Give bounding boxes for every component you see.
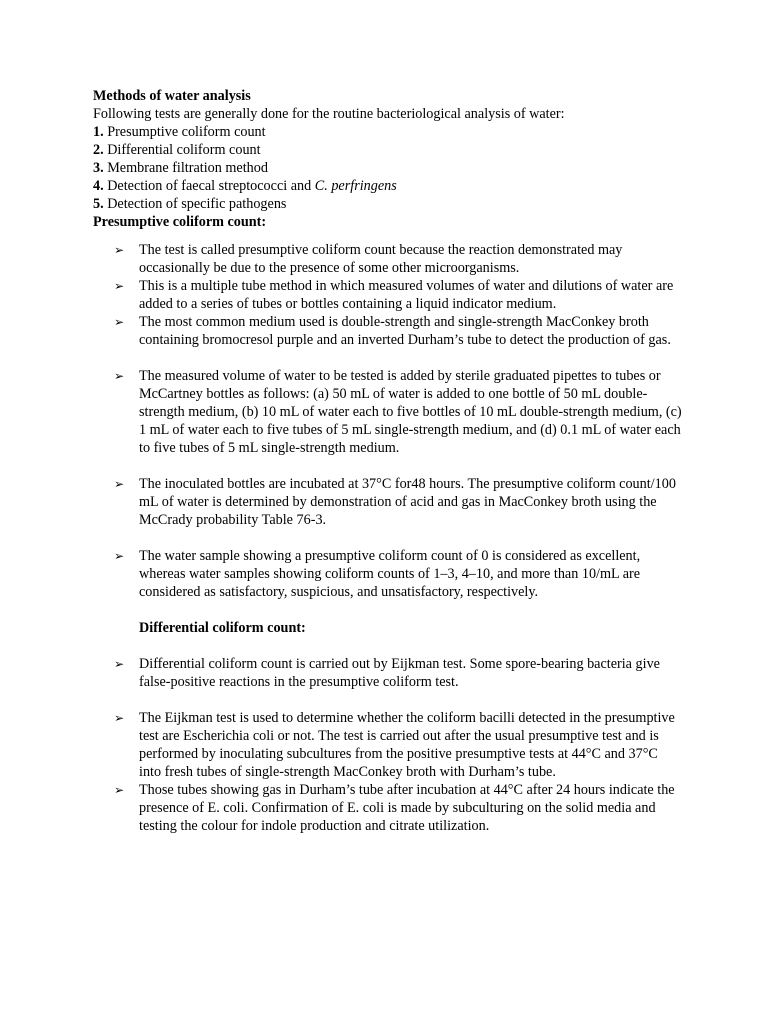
document-page — [93, 87, 683, 835]
intro-text: Following tests are generally done for the routine bacteriological analysis of water: — [93, 106, 565, 122]
bullet-text: The inoculated bottles are incubated at 37°C for48 hours. The presumptive coliform count/100 mL of water is determined by demonstration of acid and gas in MacConkey broth using the McCrady probability Table 76-3. — [139, 476, 676, 528]
test-number: 2. — [93, 142, 104, 158]
list-item — [93, 709, 683, 781]
bullet-text: Those tubes showing gas in Durham’s tube after incubation at 44°C after 24 hours indicate the presence of E. coli. Confirmation of E. coli is made by subculturing on the solid media and testing the colour for indole production and citrate utilization. — [139, 782, 675, 834]
bullet-text: This is a multiple tube method in which measured volumes of water and dilutions of water are added to a series of tubes or bottles containing a liquid indicator medium. — [139, 278, 674, 312]
arrow-bullet-icon: ➢ — [114, 315, 125, 329]
list-item — [93, 781, 683, 835]
list-item — [93, 475, 683, 529]
section-heading-differential: Differential coliform count: — [139, 620, 306, 636]
test-number: 4. — [93, 178, 104, 194]
list-item — [93, 313, 683, 349]
bullet-text: The measured volume of water to be tested is added by sterile graduated pipettes to tubes or McCartney bottles as follows: (a) 50 mL of water is added to one bottle of 50 mL double-strength medium, (b) 10 mL of water each to five bottles of 10 mL double-strength medium, (c) 1 mL of water each to five tubes of 5 mL single-strength medium, and (d) 0.1 mL of water each to five tubes of 5 mL single-strength medium. — [139, 368, 682, 456]
test-item — [93, 141, 683, 159]
list-item — [93, 547, 683, 601]
test-item — [93, 177, 683, 195]
list-item — [93, 655, 683, 691]
bullet-text: Differential coliform count is carried out by Eijkman test. Some spore-bearing bacteria give false-positive reactions in the presumptive coliform test. — [139, 656, 660, 690]
bullet-text: The Eijkman test is used to determine whether the coliform bacilli detected in the presumptive test are Escherichia coli or not. The test is carried out after the usual presumptive test and is performed by inoculating subcultures from the positive presumptive tests at 44°C and 37°C into fresh tubes of single-strength MacConkey broth with Durham’s tube. — [139, 710, 675, 780]
test-item — [93, 195, 683, 213]
arrow-bullet-icon: ➢ — [114, 711, 125, 725]
arrow-bullet-icon: ➢ — [114, 279, 125, 293]
test-text-italic: C. perfringens — [314, 178, 397, 194]
list-item — [93, 277, 683, 313]
test-item — [93, 159, 683, 177]
test-item — [93, 123, 683, 141]
test-text: Membrane filtration method — [107, 160, 268, 176]
presumptive-bullet-list — [93, 241, 683, 601]
arrow-bullet-icon: ➢ — [114, 369, 125, 383]
test-number: 3. — [93, 160, 104, 176]
list-item — [93, 367, 683, 457]
bullet-text: The test is called presumptive coliform count because the reaction demonstrated may occasionally be due to the presence of some other microorganisms. — [139, 242, 623, 276]
test-text: Differential coliform count — [107, 142, 261, 158]
differential-bullet-list — [93, 655, 683, 835]
test-number: 1. — [93, 124, 104, 140]
bullet-text: The most common medium used is double-strength and single-strength MacConkey broth containing bromocresol purple and an inverted Durham’s tube to detect the production of gas. — [139, 314, 671, 348]
arrow-bullet-icon: ➢ — [114, 243, 125, 257]
tests-list — [93, 123, 683, 213]
arrow-bullet-icon: ➢ — [114, 477, 125, 491]
test-text: Detection of faecal streptococci and — [107, 178, 315, 194]
arrow-bullet-icon: ➢ — [114, 549, 125, 563]
test-text: Presumptive coliform count — [107, 124, 266, 140]
list-item — [93, 241, 683, 277]
test-number: 5. — [93, 196, 104, 212]
section-heading-presumptive: Presumptive coliform count: — [93, 214, 267, 230]
arrow-bullet-icon: ➢ — [114, 783, 125, 797]
bullet-text: The water sample showing a presumptive coliform count of 0 is considered as excellent, whereas water samples showing coliform counts of 1–3, 4–10, and more than 10/mL are considered as satisfactory, suspicious, and unsatisfactory, respectively. — [139, 548, 641, 600]
document-title: Methods of water analysis — [93, 88, 251, 104]
arrow-bullet-icon: ➢ — [114, 657, 125, 671]
test-text: Detection of specific pathogens — [107, 196, 287, 212]
